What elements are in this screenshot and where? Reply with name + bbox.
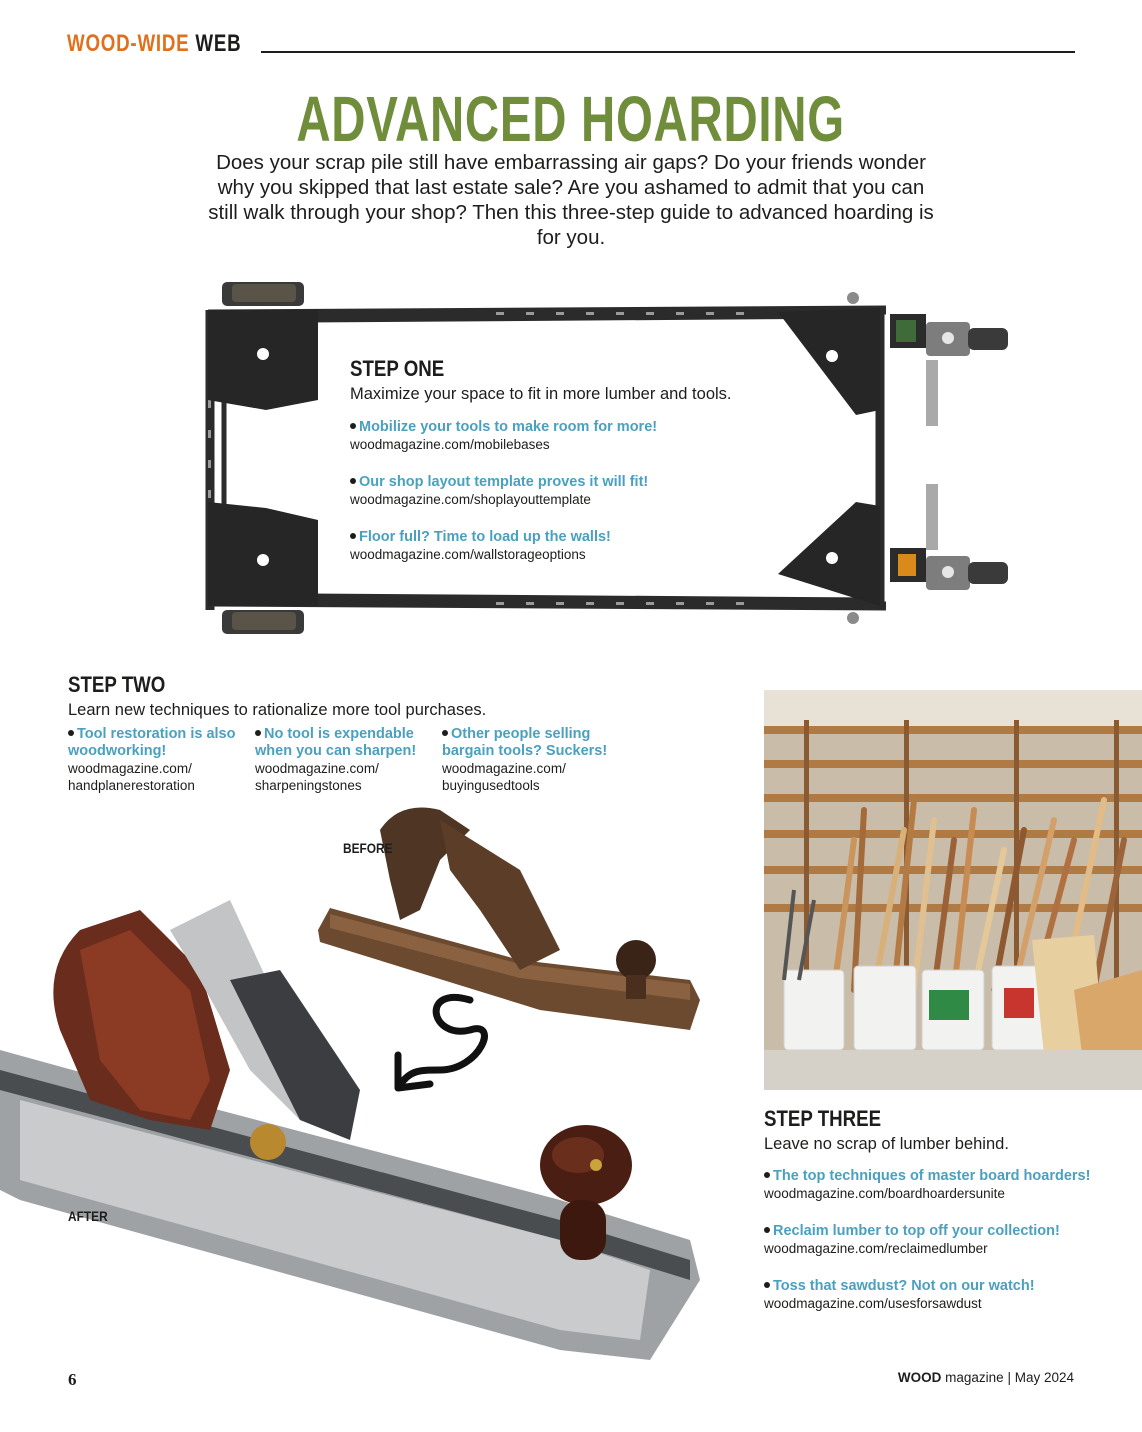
section-header	[67, 30, 1075, 60]
step-three-subtitle: Leave no scrap of lumber behind.	[764, 1135, 1009, 1153]
link-url[interactable]: woodmagazine.com/wallstorageoptions	[350, 547, 586, 562]
link-title[interactable]: Other people selling bargain tools? Suckers!	[442, 726, 608, 759]
bullet-icon	[764, 1227, 770, 1233]
article-title	[0, 82, 1142, 156]
step-two-link-2[interactable]	[255, 726, 442, 794]
page-number: 6	[68, 1370, 77, 1389]
step-one-link-3[interactable]	[350, 529, 810, 563]
section-label-orange: WOOD-WIDE	[67, 30, 190, 57]
footer-issue: magazine | May 2024	[941, 1370, 1074, 1385]
step-one-title: STEP ONE	[350, 356, 445, 381]
intro-paragraph: Does your scrap pile still have embarrassing air gaps? Do your friends wonder why you skipped that last estate sale? Are you ashamed to admit that you can still walk through your shop? Then this three-step guide to advanced hoarding is for you.	[208, 151, 934, 249]
link-title[interactable]: Floor full? Time to load up the walls!	[359, 529, 611, 545]
after-label: AFTER	[68, 1208, 108, 1224]
step-three-link-1[interactable]	[764, 1168, 1134, 1202]
step-two-link-3[interactable]	[442, 726, 629, 794]
link-url-line-1[interactable]: woodmagazine.com/	[442, 761, 566, 776]
lumber-storage-photo	[764, 690, 1142, 1090]
section-label-dark: WEB	[195, 30, 242, 57]
link-title[interactable]: Our shop layout template proves it will fit!	[359, 474, 649, 490]
link-url[interactable]: woodmagazine.com/mobilebases	[350, 437, 550, 452]
bullet-icon	[350, 423, 356, 429]
bullet-icon	[350, 478, 356, 484]
step-one-subtitle: Maximize your space to fit in more lumber and tools.	[350, 385, 732, 403]
footer-brand: WOOD	[897, 1370, 942, 1385]
step-one	[350, 356, 810, 563]
step-three-link-2[interactable]	[764, 1223, 1134, 1257]
link-url[interactable]: woodmagazine.com/reclaimedlumber	[764, 1241, 988, 1256]
link-title[interactable]: The top techniques of master board hoarders!	[773, 1168, 1091, 1184]
link-url-line-2[interactable]: handplanerestoration	[68, 778, 195, 793]
link-title[interactable]: Mobilize your tools to make room for more!	[359, 419, 658, 435]
section-rule	[261, 51, 1075, 53]
bullet-icon	[255, 730, 261, 736]
link-url[interactable]: woodmagazine.com/shoplayouttemplate	[350, 492, 591, 507]
link-url-line-2[interactable]: sharpeningstones	[255, 778, 362, 793]
link-title[interactable]: No tool is expendable when you can sharpen!	[255, 726, 417, 759]
step-one-link-2[interactable]	[350, 474, 810, 508]
step-three-link-3[interactable]	[764, 1278, 1134, 1312]
bullet-icon	[764, 1172, 770, 1178]
step-three-title: STEP THREE	[764, 1106, 882, 1131]
step-two-title: STEP TWO	[68, 672, 166, 697]
article-title-text: ADVANCED HOARDING	[296, 83, 846, 155]
step-two-links	[68, 726, 708, 794]
step-two-link-1[interactable]	[68, 726, 255, 794]
link-url-line-2[interactable]: buyingusedtools	[442, 778, 540, 793]
bullet-icon	[68, 730, 74, 736]
link-url-line-1[interactable]: woodmagazine.com/	[68, 761, 192, 776]
link-title[interactable]: Tool restoration is also woodworking!	[68, 726, 236, 759]
before-label: BEFORE	[343, 840, 393, 856]
footer-publication	[898, 1370, 1074, 1385]
link-title[interactable]: Toss that sawdust? Not on our watch!	[773, 1278, 1035, 1294]
step-one-link-1[interactable]	[350, 419, 810, 453]
bullet-icon	[442, 730, 448, 736]
bullet-icon	[350, 533, 356, 539]
link-title[interactable]: Reclaim lumber to top off your collection!	[773, 1223, 1060, 1239]
section-label	[67, 30, 241, 58]
link-url[interactable]: woodmagazine.com/usesforsawdust	[764, 1296, 982, 1311]
step-two-subtitle: Learn new techniques to rationalize more tool purchases.	[68, 701, 487, 719]
link-url[interactable]: woodmagazine.com/boardhoardersunite	[764, 1186, 1005, 1201]
hand-plane-before-after-image	[0, 800, 760, 1380]
bullet-icon	[764, 1282, 770, 1288]
step-three	[764, 1106, 1134, 1312]
link-url-line-1[interactable]: woodmagazine.com/	[255, 761, 379, 776]
step-two	[68, 672, 708, 794]
